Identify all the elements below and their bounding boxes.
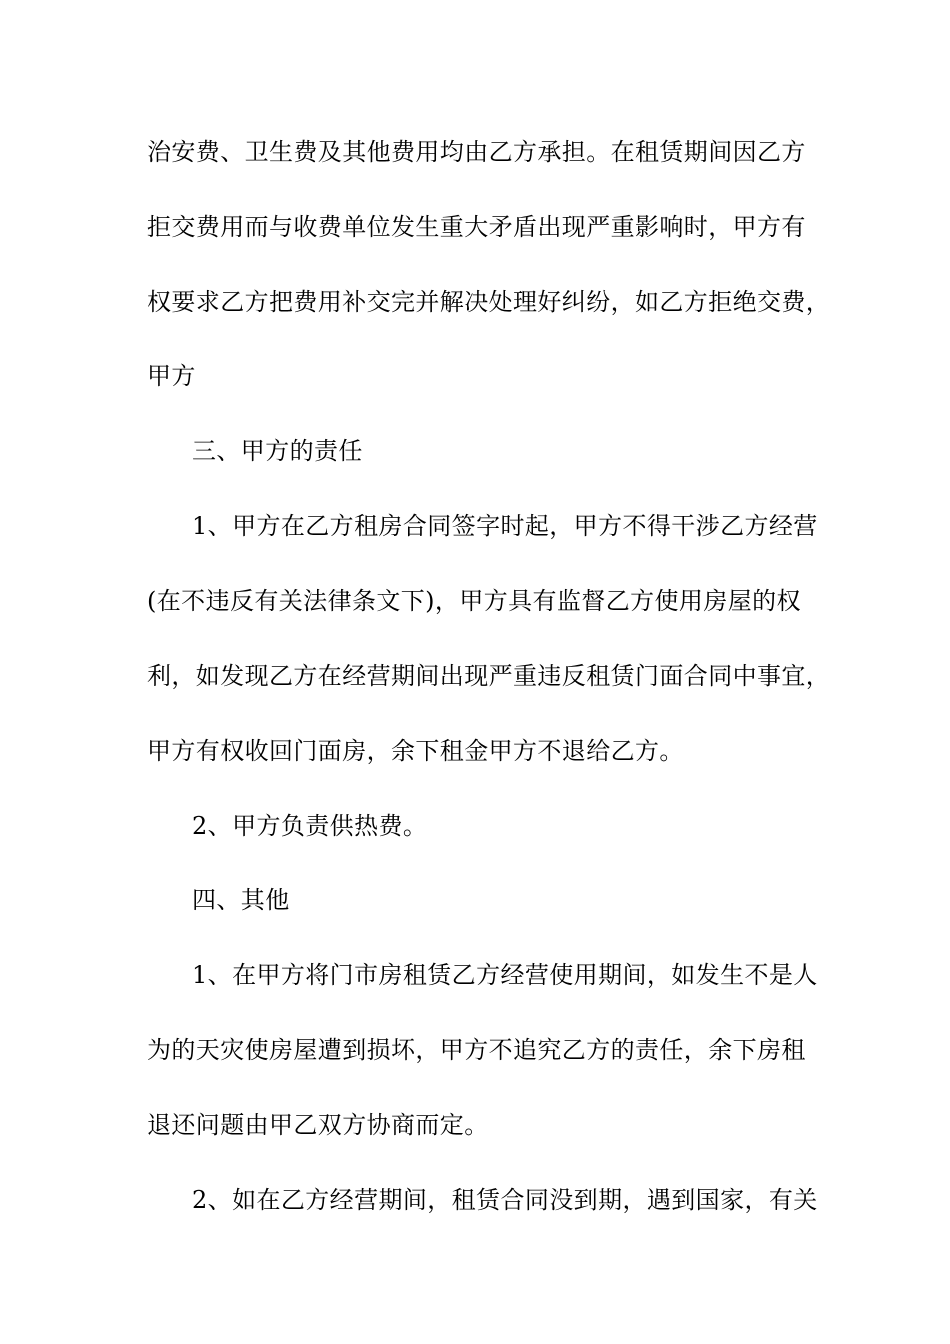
paragraph-line: 治安费、卫生费及其他费用均由乙方承担。在租赁期间因乙方 bbox=[147, 138, 806, 166]
paragraph-line: 权要求乙方把费用补交完并解决处理好纠纷，如乙方拒绝交费， bbox=[147, 288, 831, 316]
paragraph-line: 为的天灾使房屋遭到损坏，甲方不追究乙方的责任，余下房租 bbox=[147, 1036, 806, 1064]
paragraph-line: 甲方有权收回门面房，余下租金甲方不退给乙方。 bbox=[147, 737, 684, 765]
paragraph-line: 2、如在乙方经营期间，租赁合同没到期，遇到国家，有关 bbox=[192, 1186, 818, 1214]
paragraph-line: (在不违反有关法律条文下)，甲方具有监督乙方使用房屋的权 bbox=[147, 587, 801, 615]
paragraph-line: 1、在甲方将门市房租赁乙方经营使用期间，如发生不是人 bbox=[192, 961, 818, 989]
paragraph-line: 拒交费用而与收费单位发生重大矛盾出现严重影响时，甲方有 bbox=[147, 213, 806, 241]
section-heading: 四、其他 bbox=[192, 886, 290, 914]
paragraph-line: 2、甲方负责供热费。 bbox=[192, 812, 428, 840]
paragraph-line: 甲方 bbox=[147, 362, 196, 390]
paragraph-line: 1、甲方在乙方租房合同签字时起，甲方不得干涉乙方经营 bbox=[192, 512, 818, 540]
section-heading: 三、甲方的责任 bbox=[192, 437, 363, 465]
paragraph-line: 利，如发现乙方在经营期间出现严重违反租赁门面合同中事宜， bbox=[147, 662, 831, 690]
paragraph-line: 退还问题由甲乙双方协商而定。 bbox=[147, 1111, 489, 1139]
